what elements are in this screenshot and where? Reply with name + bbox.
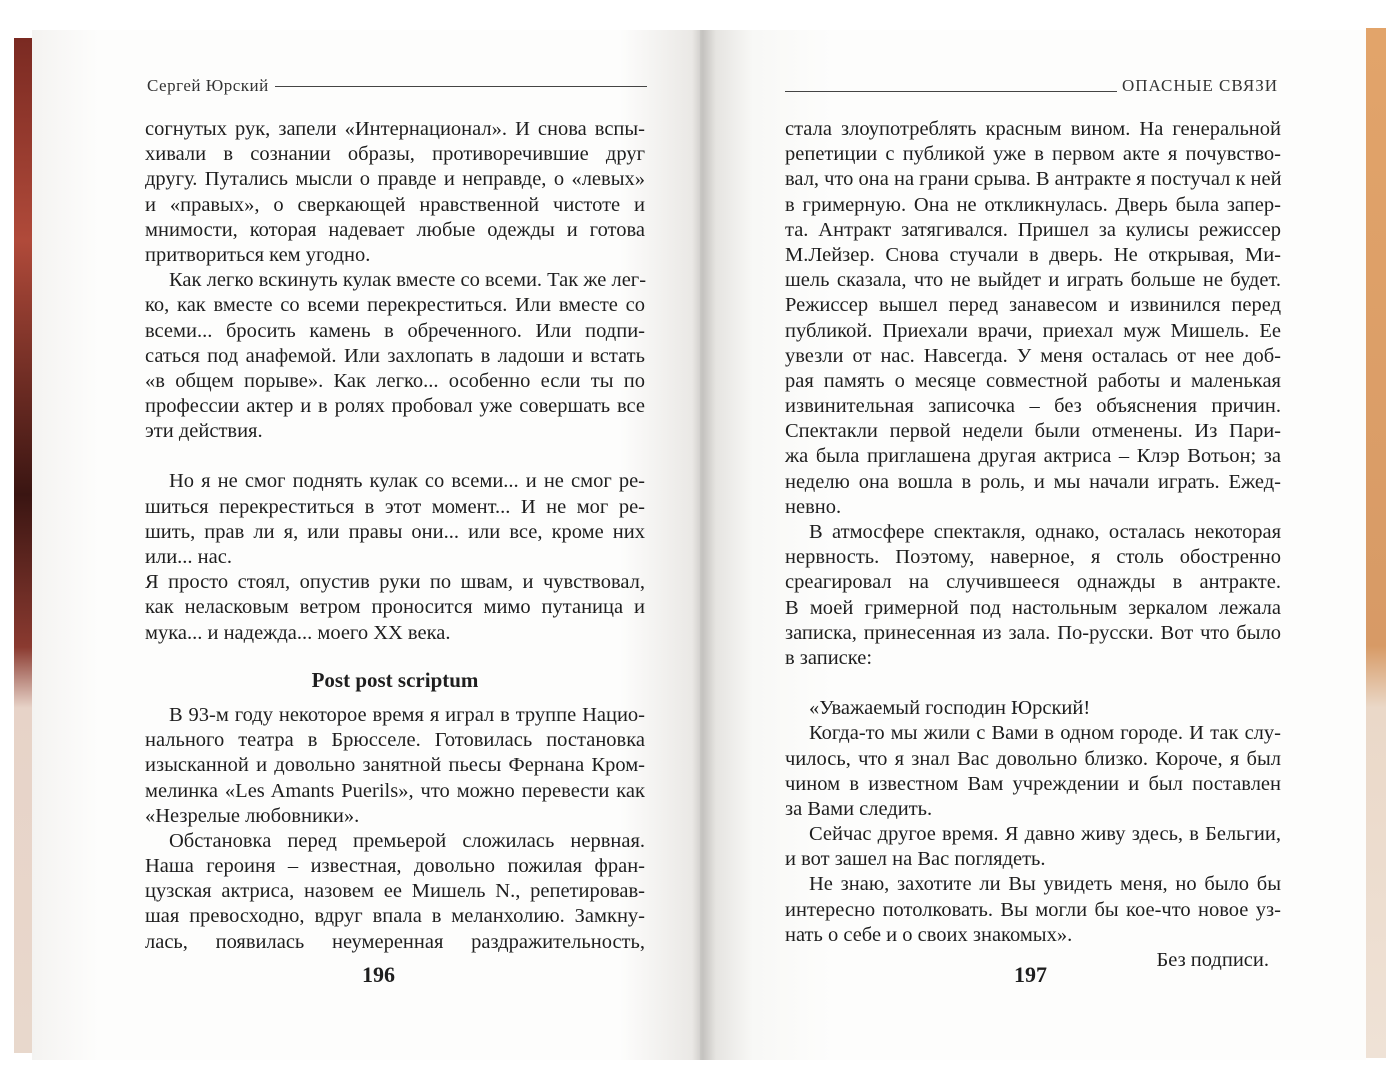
text-line: В атмосфере спектакля, однако, осталась некоторая [809, 521, 1281, 543]
letter-text [785, 696, 1281, 948]
text-line: «Незрелые любовники». [145, 804, 360, 827]
text-line: чином в известном Вам учреждении и был поставлен [785, 772, 1281, 795]
text-line: согнутых рук, запели «Интернационал». И снова вспы- [145, 118, 645, 140]
text-line: та. Антракт затягивался. Пришел за кулисы режиссер [785, 218, 1281, 241]
text-line: нервность. Поэтому, наверное, я столь обостренно [785, 546, 1281, 569]
text-line: Обстановка перед премьерой сложилась нервная. [169, 829, 645, 852]
text-line: всеми... бросить камень в обреченного. Или подпи- [145, 319, 645, 342]
paragraph [785, 696, 1281, 721]
text-line: М.Лейзер. Снова стучали в дверь. Не открывая, Ми- [785, 243, 1281, 266]
text-line: эти действия. [145, 420, 263, 443]
text-line: Спектакли первой недели были отменены. Из Пари- [785, 420, 1281, 443]
text-line: Но я не смог поднять кулак со всеми... и не смог ре- [169, 470, 645, 493]
text-line: увезли от нас. Навсегда. У меня осталась от нее доб- [785, 344, 1281, 367]
text-line: за Вами следить. [785, 797, 933, 820]
text-line: хивали в сознании образы, противоречившие друг [145, 143, 645, 166]
text-line: Режиссер вышел перед занавесом и извинился перед [785, 294, 1281, 317]
header-rule [785, 91, 1117, 92]
text-line: репетиции с публикой уже в первом акте я почувство- [785, 143, 1281, 166]
text-line: стала злоупотреблять красным вином. На генеральной [785, 118, 1281, 140]
text-line: шить, прав ли я, или правы они... или все, кроме них [145, 520, 645, 543]
paragraph [785, 721, 1281, 822]
paragraph [785, 822, 1281, 872]
left-paragraphs-after [145, 703, 645, 955]
paragraph [145, 829, 645, 955]
page-number-left: 196 [362, 962, 395, 987]
paragraph [785, 117, 1281, 520]
text-line: Я просто стоял, опустив руки по швам, и чувствовал, [145, 571, 645, 594]
text-line: профессии актер и в ролях пробовал уже совершать все [145, 395, 645, 418]
text-line: «в общем порыве». Как легко... особенно если ты по [145, 369, 645, 392]
text-line: нать о себе и о своих знакомых». [785, 923, 1073, 946]
text-line: Наша героиня – известная, довольно пожилая фран- [145, 855, 645, 878]
text-line: невно. [785, 495, 842, 518]
text-line: шая превосходно, вдруг впала в меланхолию. Замкну- [145, 905, 645, 928]
paragraph [145, 117, 645, 268]
text-line: В 93-м году некоторое время я играл в труппе Нацио- [169, 703, 645, 726]
running-head-author: Сергей Юрский [147, 76, 269, 95]
text-line: В моей гримерной под настольным зеркалом лежала [785, 596, 1281, 619]
running-head-chapter: ОПАСНЫЕ СВЯЗИ [1122, 76, 1279, 95]
left-paragraphs [145, 117, 645, 646]
section-heading: Post post scriptum [311, 667, 479, 692]
text-line: изысканной и довольно занятной пьесы Фернана Кром- [145, 754, 645, 777]
text-line: нального театра в Брюсселе. Готовилась постановка [145, 729, 645, 752]
text-line: интересно потолковать. Вы могли бы кое-что новое уз- [785, 898, 1281, 921]
text-line: «Уважаемый господин Юрский! [809, 697, 1091, 720]
text-line: неделю она вошла в роль, и мы начали играть. Ежед- [785, 470, 1281, 493]
book-edge-right [1366, 28, 1386, 1058]
paragraph [145, 570, 645, 646]
text-line: лась, появилась неумеренная раздражительность, [145, 930, 645, 953]
text-line: другу. Путались мысли о правде и неправде, о «левых» [145, 168, 645, 191]
text-line: ко, как вместе со всеми перекреститься. Или вместе со [145, 294, 645, 317]
text-line: мелинка «Les Amants Puerils», что можно перевести как [145, 779, 645, 802]
text-line: Как легко вскинуть кулак вместе со всеми. Так же лег- [169, 269, 647, 292]
book-gutter [692, 30, 716, 1060]
text-line: записка, принесенная из зала. По-русски. Вот что было [785, 621, 1281, 644]
text-line: мука... и надежда... моего XX века. [145, 621, 451, 644]
text-line: саться под анафемой. Или захлопать в ладоши и встать [145, 344, 645, 367]
text-line: мнимости, которая надевает любые одежды и готова [145, 218, 645, 241]
right-paragraphs [785, 117, 1281, 671]
text-line: жа была приглашена другая актриса – Клэр Вотьон; за [785, 445, 1281, 468]
text-line: Сейчас другое время. Я давно живу здесь, в Бельгии, [809, 823, 1281, 846]
page-number-right: 197 [1014, 962, 1047, 987]
letter-signature: Без подписи. [1156, 949, 1269, 971]
text-line: в записке: [785, 646, 873, 669]
text-line: и «правых», о сверкающей нравственной чистоте и [145, 193, 645, 216]
paragraph [145, 469, 645, 570]
paragraph [145, 268, 645, 444]
text-line: в гримерную. Она не откликнулась. Дверь была запер- [785, 193, 1281, 216]
text-line: шиться перекреститься в этот момент... И не мог ре- [145, 495, 645, 518]
paragraph [785, 520, 1281, 671]
paragraph [145, 703, 645, 829]
text-line: рая память о месяце совместной работы и маленькая [785, 369, 1281, 392]
text-line: вал, что она на грани срыва. В антракте я постучал к ней [785, 168, 1282, 191]
book-edge-left [14, 38, 32, 1053]
text-line: среагировал на случившееся однажды в антракте. [785, 571, 1281, 594]
text-line: публикой. Приехали врачи, приехал муж Мишель. Ее [785, 319, 1281, 342]
left-page-text [145, 117, 645, 955]
text-line: Не знаю, захотите ли Вы увидеть меня, но было бы [809, 873, 1281, 896]
text-line: извинительная записочка – без объяснения причин. [785, 395, 1281, 418]
text-line: или... нас. [145, 546, 232, 568]
text-line: и вот зашел на Вас поглядеть. [785, 848, 1046, 871]
header-rule [275, 86, 647, 87]
right-page-text [785, 117, 1281, 973]
text-line: притвориться кем угодно. [145, 243, 371, 266]
text-line: чилось, что я знал Вас довольно близко. Короче, я был [785, 747, 1281, 770]
text-line: Когда-то мы жили с Вами в одном городе. И так слу- [809, 722, 1281, 745]
text-line: шель сказала, что не выйдет и играть больше не будет. [785, 269, 1281, 292]
text-line: как неласковым ветром проносится мимо путаница и [145, 596, 645, 619]
paragraph [785, 872, 1281, 948]
text-line: цузская актриса, назовем ее Мишель N., репетировав- [145, 880, 645, 903]
